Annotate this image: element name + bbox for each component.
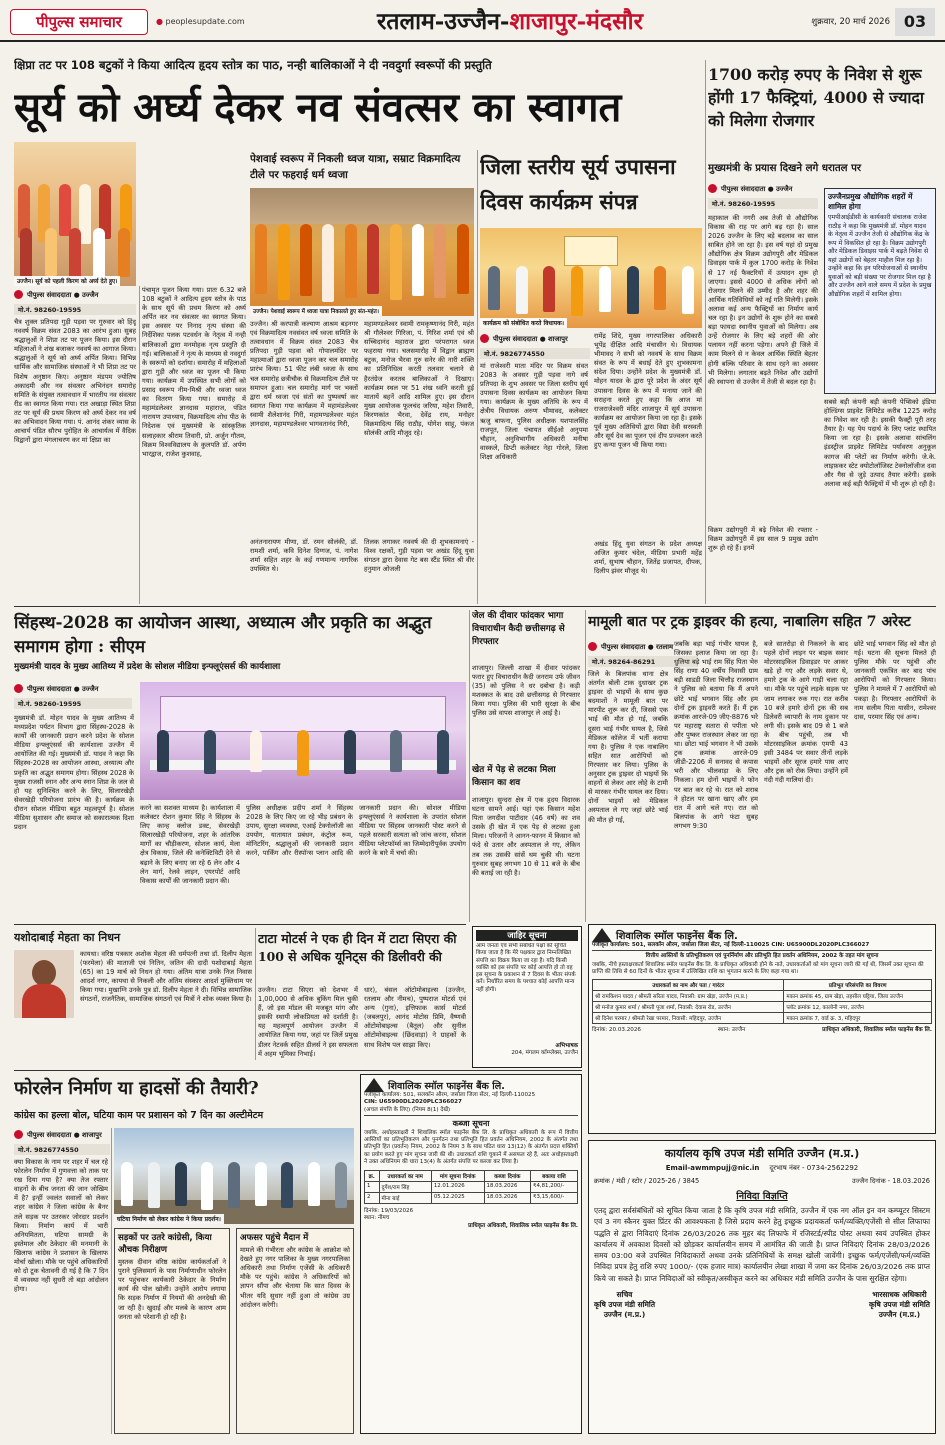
invest-box-text: एमपीआईडीसी के कार्यकारी संचालक राजेश राठौड़ ने कहा कि मुख्यमंत्री डॉ. मोहन यादव के नेतृत्व में उज्जैन तेजी से औद्योगिक केंद्र के रूप में विकसित हो रहा है। विक्रम उद्योगपुरी और मेडिकल डिवाइस पार्क में बढ़ते निवेश से यहां उद्योगों को बेहतर माहौल मिल रहा है। उन्होंने कहा कि इन परियोजनाओं से स्थानीय युवाओं को बड़ी संख्या पर रोजगार मिल रहा है और उज्जैन आने वाले समय में प्रदेश के प्रमुख औद्योगिक शहरों में शामिल होगा। (828, 213, 932, 299)
simhastha-col-3: पुलिस अधीक्षक प्रदीप शर्मा ने सिंहस्थ 2028 के लिए किए जा रहे भीड़ प्रबंधन के उपाय, सुरक्षा व्यवस्था, एआई टेक्नोलॉजी का उपयोग, यातायात प्रबंधन, कंट्रोल रूम, मॉनिटरिंग, श्रद्धालुओं की जानकारी प्रदान करने, पार्किंग और रीस्पॉन्स प्लान आदि की जानकारी प्रदान की। सोशल मीडिया इन्फ्लुएंसर्स ने कार्यशाला के उपरांत सोशल मीडिया पर सिंहस्थ जानकारी पोस्ट करने से पहले सरकारी सत्यता को जांच करना, सोशल मीडिया प्लेटफॉर्म्स का जिम्मेदारीपूर्वक उपयोग करने के बारे में चर्चा की। (246, 804, 466, 858)
mandi-ref: क्रमांक / मंडी / स्टोर / 2025-26 / 3845 (594, 1177, 700, 1185)
surya-headline: जिला स्तरीय सूर्य उपासना दिवस कार्यक्रम संपन्न (480, 154, 676, 214)
lead-byline: पीपुल्स संवाददाता ● उज्जैन (14, 290, 136, 299)
invest-byline: पीपुल्स संवाददाता ● उज्जैन (708, 184, 828, 193)
invest-col-2: सबसे बड़ी कंपनी बड़ी कंपनी पेप्सिको इंडिया होल्डिंग्स प्राइवेट लिमिटेड करीब 1225 करोड़ का निवेश कर रही है। इसकी फैक्ट्री पूरी तरह तैयार है। यह पेय पदार्थ के लिए प्लांट स्थापित किया जा रहा है। इसके अलावा सांचलिंग इंडस्ट्रीज प्राइवेट लिमिटेड पर्यावरण अनुकूल कागज की प्लेटों का निर्माण करेगी। जे.के. लाइफ़कर स्टेट क्योटोलॉजिस्ट टेक्नोलॉजीज दवा और गैस से जुड़े उत्पाद तैयार करेगी। इसके अलावा कई बड़ी फैक्ट्रियों में भी शुरू हो रही है। (824, 398, 936, 488)
shivalik-bottom-cin: CIN: U65900DL2020PLC366027 (364, 1099, 462, 1106)
tata-col-1: उज्जैन। टाटा सिएरा को देशभर में 1,00,000 से अधिक बुकिंग मिल चुकी हैं, जो इस मॉडल की मजबूत मांग और इसकी स्थायी लोकप्रियता को दर्शाती है। यह महत्वपूर्ण आयोजन उज्जैन में आयोजित किया गया, जहां पर जिलें प्रमुख डीलर नेटवर्क सहित डीलर्स ने इस सफलता में अहम भूमिका निभाई। (258, 986, 358, 1058)
shivalik-top-subtitle: पंजीकृत कार्यालय: 501, सलकॉन औरम, जसोला जिला सेंटर, नई दिल्ली-110025 CIN: U65900DL2020PLC366027 (592, 942, 932, 951)
table-header: बकाया राशि (531, 1171, 578, 1182)
lead-kicker: क्षिप्रा तट पर 108 बटुकों ने किया आदित्य हृदय स्तोत्र का पाठ, नन्ही बालिकाओं ने दी नवदुर्गा स्वरूपों की प्रस्तुति (14, 58, 492, 72)
fourlane-mobile: मो.नं. 9826774550 (14, 1144, 110, 1155)
fourlane-box-1-text: मुस्तक दीवान वरिष्ठ कांग्रेस कार्यकर्ताओं ने पुराने पुलिसमार्ग के पास निर्माणाधीन फोरलेन पर पहुंचकर कार्यकारी ठेकेदार के निर्माण कार्य की पोल खोली। उन्होंने आरोप लगाया कि सड़क निर्माण में नियमों की अनदेखी की जा रही है। खुदाई और मलबे के कारण आम जनता को परेशानी हो रही है। (118, 1258, 226, 1321)
lead-headline: सूर्य को अर्घ्य देकर नव संवत्सर का स्वागत (14, 84, 622, 131)
shivalik-top-place: स्थान: उज्जैन (717, 1027, 746, 1034)
truck-mobile: मो.नं. 98264-86291 (588, 656, 698, 667)
table-header: कब्जा दिनांक (484, 1171, 531, 1182)
lead-photo-caption: उज्जैन। सूर्य को पहली किरण को अर्घ्य देते हुए। (14, 276, 120, 286)
fourlane-photo-caption: घटिया निर्माण को लेकर कांग्रेस ने किया प्रदर्शन। (114, 1214, 224, 1224)
shivalik-bottom-place: स्थान: नीमच (364, 1215, 390, 1222)
truck-col-1: जिले के बिलपांक थाना क्षेत्र अंतर्गत बोली टाक दुधाखर ट्रक ड्राइवर दो भाइयों के साथ कुछ बदमाशों ने मामूली बात पर मारपीट शुरू कर दी, जिससे एक भाई की मौत हो गई, जबकि दूसरा भाई गंभीर घायल है, जिसे मेडिकल कॉलेज में भर्ती कराया गया है। पुलिस ने एक नाबालिग सहित सात आरोपियों को गिरफ्तार कर लिया। पुलिस के अनुसार ट्रक ड्राइवर दो भाइयों कि वाहनों से लेकर आर लोहे के टामी से मारकर गंभीर घायल कर दिया। दोनों भाइयों को मेडिकल अस्पताल ले गए जहां छोटे भाई की मौत हो गई, (588, 670, 668, 824)
surya-mobile: मो.नं. 9826774550 (480, 348, 590, 359)
mandi-notice-title: निविदा विज्ञप्ति (736, 1191, 788, 1202)
fourlane-box-1-title: सड़कों पर उतरे कांग्रेसी, किया औचक निरीक्षण (118, 1233, 212, 1256)
truck-byline: पीपुल्स संवाददाता ● रतलाम (588, 642, 708, 651)
shivalik-bottom-sign: प्राधिकृत अधिकारी, शिवालिक स्मॉल फाइनेंस बैंक लि. (468, 1222, 578, 1229)
invest-box (824, 188, 936, 394)
fourlane-subhead: कांग्रेस का हल्ला बोल, घटिया काम पर प्रशासन को 7 दिन का अल्टीमेटम (14, 1110, 264, 1121)
bank-logo-icon (364, 1078, 384, 1092)
fourlane-box-2 (236, 1228, 354, 1434)
surya-photo (480, 228, 702, 328)
tata-col-2: धार), बंसल ऑटोमोबाइल्स (उज्जैन, रतलाम और नीमच), पुष्पराज मोटर्स एवं अन्य (गुना), इत्तिफाक कार्स मोटर्स (जबलपुर), आनंद मोटोस प्रिमि, वैष्णवी ऑटोमोबाइल्स (बैतूल) और सुनील ऑटोमोबाइल्स (छिंदवाड़ा) ने ग्राहकों के साथ विशेष पल साझा किए। (364, 986, 466, 1049)
mandi-title: कार्यालय कृषि उपज मंडी समिति उज्जैन (म.प्र.) (664, 1147, 860, 1160)
mandi-tender-notice (588, 1140, 936, 1434)
simhastha-photo (140, 682, 466, 800)
jail-headline: जेल की दीवार फांदकर भागा विचाराधीन कैदी छत्तीसगढ़ से गिरफ्तार (472, 611, 565, 647)
obituary-headline: यशोदाबाई मेहता का निधन (14, 931, 121, 944)
table-header: उधारकर्ता का नाम (379, 1171, 431, 1182)
truck-col-4: छोटे भाई भगवान सिंह को मौत हो गई। घटना की सूचना मिलते ही पुलिस मौके पर पहुंची और जानकारी एकत्रित कर बाद पांच आरोपियों को गिरफ्तार किया। पुलिस ने मामले में 7 आरोपियों को पकड़ा है। गिरफ्तार आरोपियों के नाम सलीम पिता यासीन, रामेश्वर दास, परमार सिंह एवं अन्य। (854, 640, 936, 721)
table-row: श्री रामकिशन यादव / श्रीमती सरिता यादव, निवासी: ग्राम खेड़ा, उज्जैन (म.प्र.) मकान क्रमांक 45, ग्राम खेड़ा, तहसील घट्टिया, जिला उज्जैन (593, 991, 932, 1002)
surya-col-1: मां राजेश्वरी माता मंदिर पर विक्रम संवत 2083 के अवसर गुड़ी पड़वा नागे वर्ष प्रतिपदा के शुभ अवसर पर जिला स्तरीय सूर्य उपासना दिवस कार्यक्रम का आयोजन किया गया। कार्यक्रम के मुख्य अतिथि के रूप में क्षेत्रीय विधायक अरुण भीमावद, कलेक्टर ऋजु बाफना, पुलिस अधीक्षक यशपालसिंह राजपूत, जिला पंचायत सीईओ अनुपमा चौहान, अनुविभागीय अधिकारी मनीषा वास्कले, डिप्टी कलेक्टर नेहा गोरले, जिला शिक्षा अधिकारी (480, 362, 588, 461)
lead-photo (14, 142, 136, 286)
truck-col-3: बजे सातरोड़ा से निकलने के बाद पहले दोनों लाइन पर बाइक सवार मोटरसाइकिल डिवाइडर पर आकर खड़े हो गए और लड़के सवार थे, हमारे ट्रक के आगे गाड़ी चला रहा था। मौके पर पहुंचे लड़के सड़क पर जाम लगाकर रुक गए। रात करीब 10 बजे हमारे दोनों ट्रक की सब डिलेवरी व्यापारी के नाम दुकान पर लगी थी। इसके बाद 09 से 1 बजे के बीच पहुंची, तब भी मोटरसाइकिल क्रमांक एमपी 43 इसी 3484 पर सवार तीनों लड़के भाइयों और सूरज हमारे पास आए और ट्रक को रोक लिया। उन्होंने हमें गंदी गंदी गालियां दी। (764, 640, 848, 785)
mandi-date: उज्जैन दिनांक - 18.03.2026 (852, 1177, 930, 1185)
reporter-icon (588, 642, 597, 651)
lead-col-3: उज्जैन। श्री करपात्री कल्याण आश्रम बड़नगर एवं विक्रमादित्य नवसंवत वर्ष ध्वजा समिति के तत्वावधान में विक्रम संवत 2083 चैत्र प्रतिपदा गुड़ी पड़वा को गोपालमंदिर पर महात्माओं द्वारा ध्वजा पूजन कर चल समारोह प्रारंभ किया। 51 फीट लंबी ध्वजा के साथ चल समारोह छत्रीचौक से विक्रमादित्य टीले पर समापन हुआ। चल समारोह मार्ग पर भक्तों द्वारा धर्म ध्वजा एवं संतों का पुष्पवर्षा कर स्वागत किया गया कार्यक्रम में महामंडलेश्वर स्वामी शैलेशानंद गिरी, महामण्डलेश्वर महंत ज्ञानदास, महामण्डलेश्वर भागवतानंद गिरी, (250, 320, 358, 429)
table-header: मांग सूचना दिनांक (431, 1171, 484, 1182)
surya-col-2: रामेंद्र शिंदे, मुख्य नगरपालिका अधिकारी भूपेंद्र दीक्षित आदि मंचासीन थे। विधायक भीमावद ने सभी को नववर्ष के साथ विक्रम संवत के रूप में बधाई देते हुए शुभकामना संदेश दिया। उन्होंने प्रदेश के मुख्यमंत्री डॉ. मोहन यादव के द्वारा पूरे प्रदेश के अंदर सूर्य उपासना दिवस के रूप में मनाया जाने की सराहना करते हुए कहा कि आज मां राजराजेश्वरी मंदिर शाजापुर में सूर्य उपासना कार्यक्रम का आयोजन किया जा रहा है। इसके पूर्व मुख्य अतिथियों द्वारा विद्या देवी सरस्वती और सूर्य देव का पूजन एवं दीप प्रज्वलन करते हुए कन्या पूजन भी किया गया। (594, 332, 702, 450)
fourlane-headline: फोरलेन निर्माण या हादसों की तैयारी? (14, 1078, 259, 1099)
lead-col-4b: तिलक लगाकर नववर्ष की दी शुभकामनाएं - विश्व रक्षकों, गुड़ी पड़वा पर अखंड हिंदू युवा संगठन द्वारा देवास गेट बस स्टैंड स्थित श्री वीर हनुमान ओजली (364, 538, 474, 574)
simhastha-col-2: करने का सशक्त माध्यम है। कार्यशाला में कलेक्टर रोशन कुमार सिंह ने सिंहस्थ के लिए कान्ह क्लोज डक्ट, सेवरखेड़ी सिलारखेड़ी परियोजना, शहर के आंतरिक मार्गों का चौड़ीकरण, सोशल कार्य, मेला क्षेत्र विकास, जिले की कनेक्टिविटी देने से बढ़ाने के लिए बनाए जा रहे 6 लेन और 4 लेन मार्ग, रेलवे लाइन, एयरपोर्ट आदि विकास कार्यों की जानकारी प्रदान की। (140, 804, 240, 885)
public-notice-address: 204, मंगलम कॉम्प्लेक्स, उज्जैन (511, 1050, 578, 1057)
fourlane-photo (114, 1128, 354, 1224)
simhastha-subhead: मुख्यमंत्री यादव के मुख्य आतिथ्य में प्रदेश के सोशल मीडिया इन्फ्लूएंसर्स की कार्यशाला (14, 662, 281, 672)
fourlane-box-1 (114, 1228, 230, 1434)
page-number: 03 (895, 8, 935, 36)
shivalik-notice-bottom (360, 1074, 582, 1434)
mandi-email[interactable]: Email-awmmpujj@nic.in (665, 1164, 760, 1172)
brand-logo (10, 9, 148, 35)
procession-photo (250, 188, 474, 316)
edition-title: रतलाम-उज्जैन-शाजापुर-मंदसौर (376, 8, 644, 35)
invest-mobile: मो.नं. 98260-19595 (708, 198, 818, 209)
shivalik-bottom-contact: (अचल संपत्ति के लिए) (नियम 8(1) देखें) (364, 1107, 578, 1116)
mandi-signature-left: सचिव कृषि उपज मंडी समिति उज्जैन (म.प्र.) (594, 1289, 656, 1319)
simhastha-byline: पीपुल्स संवाददाता ● उज्जैन (14, 684, 144, 693)
mandi-phone: दूरभाष नंबर - 0734-2562292 (769, 1164, 859, 1172)
shivalik-bottom-subtitle: पंजीकृत कार्यालय: 501, सलकॉन औरम, जसोला जिला सेंटर, नई दिल्ली-110025 (364, 1092, 536, 1098)
bank-logo-icon (592, 928, 612, 942)
surya-col-2b: अखंड हिंदू युवा संगठन के प्रदेश अध्यक्ष अजित कुमार चंदेल, मीडिया प्रभारी महेंद्र शर्मा, सुभाष चौहान, जितेंद्र प्रजापत, दीपक, दिलीप झंवर मौजूद थे। (594, 540, 702, 576)
table-header: क्र. (365, 1171, 380, 1182)
lead-sub-kicker: पेशवाई स्वरूप में निकली ध्वज यात्रा, सम्राट विक्रमादित्य टीले पर फहराई धर्म ध्वजा (250, 153, 461, 181)
reporter-icon (14, 290, 23, 299)
brand-name: पीपुल्स समाचार (36, 13, 122, 31)
shivalik-bottom-title: शिवालिक स्मॉल फाइनेंस बैंक लि. (388, 1080, 505, 1092)
simhastha-headline: सिंहस्थ-2028 का आयोजन आस्था, अध्यात्म और प्रकृति का अद्भुत समागम होगा : सीएम (14, 612, 432, 657)
fourlane-box-2-title: अफसर पहुंचे मैदान में (240, 1233, 309, 1243)
table-header: प्रतिभूत परिसंपत्ति का विवरण (784, 980, 932, 991)
reporter-icon (14, 1130, 23, 1139)
lead-col-3b: अनंतनारायण मीणा, डॉ. रमन सोलंकी, डॉ. रामशी शर्मा, कवि दिनेश दिग्गज, पं. नागेश शर्मा सहित शहर के कई गणमान्य नागरिक उपस्थित थे। (250, 538, 358, 574)
invest-col-1b: विक्रम उद्योगपुरी में बढ़े निवेश की रफ्तार - विक्रम उद्योगपुरी में इस साल 9 प्रमुख उद्योग शुरू हो रहे हैं। इनमें (708, 526, 818, 553)
shivalik-bottom-date: दिनांक: 19/03/2026 (364, 1208, 414, 1215)
mandi-notice-text: एतद् द्वारा सर्वसंबंधितों को सूचित किया जाता है कि कृषि उपज मंडी समिति, उज्जैन में एक नग ऑल इन वन कम्प्यूटर सिस्टम एवं 3 नग स्कैनर युक्त प्रिंटर की आवश्यकता है जिसे प्रदाय करने हेतु इच्छुक प्रदायकर्ता फर्म/व्यक्ति/एजेंसी से सील लिफाफा पद्धति से द्वारा निविदाएं दिनांक 26/03/2026 तक मुहर बंद लिफाफे में रजिस्टर्ड/स्पीड पोस्ट अथवा स्वयं उपस्थित होकर कार्यालय में अवकाश दिवसों को छोड़कर कार्यालयीन समय में आमंत्रित की जाती है। प्राप्त निविदाएं दिनांक 28/03/2026 समय 03:00 बजे उपस्थित निविदाकारों अथवा उनके प्रतिनिधियों के समक्ष खोली जावेंगी। इच्छुक फर्म/एजेंसी/फर्म/व्यक्ति निविदा प्रपत्र हेतु राशि रुपए 1000/- (एक हजार मात्र) कार्यालयीन लेखा शाखा में जमा कर दिनांक 26/03/2026 तक प्राप्त किये जा सकते है। प्राप्त निविदाओं को स्वीकृत/अस्वीकृत करने का अधिकार मंडी समिति उज्जैन के पास सुरक्षित रहेगा। (594, 1206, 930, 1283)
truck-headline: मामूली बात पर ट्रक ड्राइवर की हत्या, नाबालिग सहित 7 अरेस्ट (588, 614, 911, 630)
shivalik-top-date: दिनांक: 20.03.2026 (592, 1027, 641, 1034)
table-row: 2 मीना बाई 05.12.2025 18.03.2026 ₹3,15,600/- (365, 1193, 578, 1204)
masthead (0, 0, 945, 42)
table-row: श्री मनोज कुमार शर्मा / श्रीमती पूजा शर्मा, निवासी: देवास रोड, उज्जैन प्लॉट क्रमांक 12, कालोनी नगर, उज्जैन (593, 1002, 932, 1013)
lead-col-4: महामण्डलेश्वर स्वामी रामकृष्णानंद गिरी, महंत श्री गौलेश्वर गिरिजा, पं. गिरिश शर्मा एवं श्री सच्चिदानंद महाराज द्वारा परंपरागत ध्वज फहराया गया। चलसमारोह में विद्वान ब्राह्मण बटुक, मनोज भैरवा गुरु सनेर की नारी शक्ति का प्रतिनिधित्व करती तलवार चलाने से हैरतंग्रेज करतब बालिकाओं ने दिखाए। कार्यक्रम स्थल पर 51 शंख ध्वनि करती हुई मातायें बहनें आदि शामिल हुए। इस दौरान मुख्य आयोजक फूलचंद जरिया, महेश तिवारी, किरणकांत भैरवा, देवेंद्र राय, मनोहर विक्रमादित्य सिंह राठौड़, योगेश साहू, पंकज सोलंकी आदि मौजूद रहे। (364, 320, 474, 438)
truck-col-2: जबकि बड़ा भाई गंभीर घायल है, जिसका इलाज किया जा रहा है। धुलिया बढ़े भाई राम सिंह पिता भेरु सिंह राणा 40 वर्षीय निवासी ग्राम बड़ी साडडी जिला चित्तौड़ राजस्थान ने पुलिस को बताया कि मैं अपने छोटे भाई भगवान सिंह और हम दोनों ट्रक ड्राइवरी करते हैं। मैं ट्रक क्रमांक आरजे-09 जीए-8876 भरे पर महाराष्ट्र सतारा से पपीता भरे और पुष्कर राजस्थान लेकर जा रहा था। छोटा भाई भगवान ने भी उसके ट्रक क्रमांक आरजे-09 जीडी-2206 में सनावद से कपास भरी और भीलवाड़ा के लिए निकला। हम दोनों भाइयों ने फोन पर बात कर रहे थे। रात को शराब ने होटल पर खाना खाए और हम रात में आगे चले गए। रात को बिलपांक के आगे फंटा सुबह लगभग 9:30 (674, 640, 758, 830)
fourlane-box-2-text: मामले की गंभीरता और कांग्रेस के आक्रोश को देखते हुए नगर पालिका के मुख्य नगरपालिका अधिकारी तथा निर्माण एजेंसी के अधिकारी मौके पर पहुंचे। कांग्रेस ने अधिकारियों को ज्ञापन सौंपा और चेताया कि सात दिवस के भीतर यदि सुधार नहीं हुआ तो कांग्रेस उग्र आंदोलन करेगी। (240, 1246, 350, 1309)
issue-date: शुक्रवार, 20 मार्च 2026 (811, 17, 890, 27)
shivalik-notice-top (588, 924, 936, 1134)
globe-icon: ● (156, 17, 163, 26)
simhastha-col-1: मुख्यमंत्री डॉ. मोहन यादव के मुख्य आतिथ्य में मध्यप्रदेश पर्यटन विभाग द्वारा सिंहस्थ-2028 के कार्यों की जानकारी प्रदान करने प्रदेश के सोशल मीडिया इन्फ्लूएंसर्स की कार्यशाला उज्जैन में आयोजित की गई। मुख्यमंत्री डॉ. यादव ने कहा कि सिंहस्थ-2028 का आयोजन आस्था, अध्यात्म और प्रकृति का अद्भुत समागम होगा। सिंहस्थ 2028 के मुख्य राजसी स्नान और अन्य स्नान शिप्रा के जल से हो यह सुनिश्चित करने के लिए, सिलारखेड़ी सेवरखेड़ी परियोजना प्रारंभ की है। कार्यक्रम के दौरान सोशल मीडिया बहुत महत्वपूर्ण है। सोशल मीडिया सुशासन और समाज को सकारात्मक दिशा प्रदान (14, 714, 134, 832)
invest-col-1: महाकाल की नगरी अब तेजी से औद्योगिक विकास की राह पर आगे बढ़ रहा है। साल 2026 उज्जैन के लिए बड़े बदलाव का साल साबित होने जा रहा है। इस वर्ष यहां दो प्रमुख औद्योगिक क्षेत्र विक्रम उद्योगपुरी और मेडिकल डिवाइस पार्क में कुल 1700 करोड़ के निवेश से 17 नई फैक्टरियों में उत्पादन शुरू हो जाएगा। इससे 4000 से अधिक लोगों को रोजगार मिलने की उम्मीद है और शहर की आर्थिक गतिविधियों को नई गति मिलेगी। इसके अलावा कई अन्य फैक्ट्रियों का निर्माण कार्य चल रहा है। इन उद्योगों के शुरू होने का सबसे बड़ा फायदा स्थानीय युवाओं को मिलेगा। अब उन्हें रोजगार के लिए बड़े शहरों की ओर पलायन नहीं करना पड़ेगा। अपने ही जिले में काम मिलने से न केवल आर्थिक स्थिति बेहतर होगी बल्कि परिवार के साथ रहने का अवसर भी मिलेगा। लगातार बढ़ते निवेश और उद्योगों की स्थापना से उज्जैन में तेजी से बदल रहा है। (708, 214, 818, 386)
shivalik-top-notice-title: वित्तीय आस्तियों के प्रतिभूतिकरण एवं पुनर्निर्माण और प्रतिभूति हित प्रवर्तन अधिनियम, 2002 के तहत मांग सूचना (645, 953, 879, 960)
public-notice-signer: अभिभाषक (555, 1043, 578, 1049)
lead-col-2: पंचामृत पूजन किया गया। प्रातः 6.32 बजे 108 बटुकों ने आदित्य हृदय स्तोत्र के पाठ के साथ सूर्य की प्रथम किरण को अर्घ्य अर्पित कर नव संवत्सर का स्वागत किया। इस अवसर पर निनाद नृत्य संस्था की निर्देशिका पलक पटवर्धन के नेतृत्व में नन्ही बालिकाओं द्वारा मनमोहक नृत्य प्रस्तुति दी गई। बालिकाओं ने नृत्य के माध्यम से नवदुर्गा के स्वरूपों को दर्शाया। समारोह में महिलाओं द्वारा गुड़ी और ध्वज का पूजन भी किया गया। कार्यक्रम में उपस्थित सभी लोगों को प्रसाद स्वरूप नीम-मिश्री और ध्वजा ध्वज का वितरण किया गया। समारोह में महामंडलेश्वर ज्ञानदास महाराज, पंडित नारायण उपाध्याय, विक्रमादित्य शोध पीठ के निदेशक एवं मुख्यमंत्री के सांस्कृतिक सलाहकार श्रीराम तिवारी, प्रो. अर्जुन गौतम, विक्रम विश्वविद्यालय के कुलपति डॉ. अर्पण भारद्वाज, राजेश कुशवाह, (142, 286, 246, 458)
invest-box-title: उज्जैनप्रमुख औद्योगिक शहरों में शामिल होगा (828, 192, 913, 211)
reporter-icon (708, 184, 717, 193)
shivalik-bottom-notice-title: कब्जा सूचना (452, 1118, 490, 1128)
shivalik-bottom-table (364, 1170, 578, 1204)
obituary-photo (14, 950, 74, 1018)
table-row: 1 दुर्गेश/राम सिंह 12.01.2026 18.03.2026 ₹4,81,200/- (365, 1182, 578, 1193)
website-link[interactable]: ● peoplesupdate.com (156, 17, 245, 26)
lead-col-1: चैत्र शुक्ल प्रतिपदा गुड़ी पड़वा पर गुरुवार को हिंदू नववर्ष विक्रम संवत 2083 का आरंभ हुआ। सुबह श्रद्धालुओं ने शिप्रा तट पर पूजन किया। इस दौरान महिलाओं ने शंख बजाकर नववर्ष का आगाज किया। श्रद्धालुओं ने सूर्य को अर्घ्य अर्पित किया। विभिन्न धार्मिक और सामाजिक संस्थाओं ने भी शिप्रा तट पर विशेष अनुष्ठान किए। अनुष्ठान मंडपम ज्योतिष अकादमी और नव संवत्सर अभिनंदन समारोह समिति के संयुक्त तत्वावधान में भारतीय नव संवत्सर रीड का स्वागत किया गया। रात अखाड़ा स्थित शिप्रा तट पर सूर्य की प्रथम किरण को अर्घ्य देकर नव वर्ष का अभिवादन किया गया। पं. आनंद शंकर व्यास के आचार्य पंडित सौरभ पुरोहित के आचार्यत्व में वैदिक विद्वानों द्वारा मंगलाचरण कर मां क्षिप्रा का (14, 318, 136, 445)
reporter-icon (480, 334, 489, 343)
invest-headline: 1700 करोड़ रुपए के निवेश से शुरू होंगी 17 फैक्ट्रियां, 4000 से ज्यादा को मिलेगा रोजगार (708, 65, 924, 130)
invest-subhead: मुख्यमंत्री के प्रयास दिखने लगे धरातल पर (708, 163, 862, 174)
shivalik-top-table (592, 979, 932, 1024)
public-notice-text: आम जनता एवं सभी संबंधित पक्षों को सूचित किया जाता है कि मेरे पक्षकार द्वारा निम्नलिखित संपत्ति का विक्रय किया जा रहा है। यदि किसी व्यक्ति को इस संपत्ति पर कोई आपत्ति हो तो वह इस सूचना के प्रकाशन से 7 दिवस के भीतर संपर्क करें। निर्धारित समय के पश्चात कोई आपत्ति मान्य नहीं होगी। (476, 943, 576, 993)
shivalik-top-notice-text: जबकि, नीचे हस्ताक्षरकर्ता शिवालिक स्मॉल फाइनेंस बैंक लि. के प्राधिकृत अधिकारी होने के नाते, उधारकर्ताओं को मांग सूचना जारी की गई थी, जिसमें उक्त सूचना की प्राप्ति की तिथि से 60 दिनों के भीतर सूचना में उल्लिखित राशि का भुगतान करने के लिए कहा गया था। (592, 961, 924, 975)
fourlane-byline: पीपुल्स संवाददाता ● शाजापुर (14, 1130, 110, 1139)
fourlane-col-1: क्या विकास के नाम पर शहर में चल रहे फोरलेन निर्माण में गुणवत्ता को ताक पर रख दिया गया है? क्या तेज रफ्तार वाहनों के बीच जनता की जान जोखिम में है? इन्हीं ज्वलंत सवालों को लेकर शहर कांग्रेस ने जिला कांग्रेस के बैनर तले सड़क पर उतरकर जोरदार प्रदर्शन किया। निर्माण कार्य में भारी अनियमितता, घटिया सामग्री के इस्तेमाल और ठेकेदार की मनमानी के खिलाफ कांग्रेस ने प्रशासन के खिलाफ मोर्चा खोला। मौके पर पहुंचे अधिकारियों को दो टूक चेतावनी दी गई है कि 7 दिन में व्यवस्था नहीं सुधरी तो बड़ा आंदोलन होगा। (14, 1158, 108, 1294)
tata-headline: टाटा मोटर्स ने एक ही दिन में टाटा सिएरा की 100 से अधिक यूनिट्स की डिलीवरी की (258, 931, 457, 964)
farmer-text: शाजापुर। सुन्दरा क्षेत्र में एक हृदय विदारक घटना सामने आई। यहां एक किसान महेश पिता जगदीश पाटीदार (46 वर्ष) का शव उसके ही खेत में एक पेड़ से लटका हुआ मिला। परिजनों ने आनन-फानन में किसान को फंदे से उतार और अस्पताल ले गए, लेकिन तब तक उसकी सांसें थम चुकी थी। घटना गुरुवार सुबह लगभग 10 से 11 बजे के बीच की बताई जा रही है। (472, 796, 580, 877)
surya-byline: पीपुल्स संवाददाता ● शाजापुर (480, 334, 600, 343)
table-row: श्री दिनेश परमार / श्रीमती रेखा परमार, निवासी: महिदपुर, उज्जैन मकान क्रमांक 7, वार्ड क्र. 3, महिदपुर (593, 1013, 932, 1024)
reporter-icon (14, 684, 23, 693)
farmer-headline: खेत में पेड़ से लटका मिला किसान का शव (472, 765, 556, 788)
mandi-signature-right: भारसाधक अधिकारी कृषि उपज मंडी समिति उज्जैन (म.प्र.) (868, 1289, 930, 1319)
public-notice (472, 926, 582, 1068)
shivalik-top-sign: प्राधिकृत अधिकारी, शिवालिक स्मॉल फाइनेंस बैंक लि. (822, 1027, 932, 1034)
shivalik-bottom-notice-text: जबकि, अधोहस्ताक्षरी ने शिवालिक स्मॉल फाइनेंस बैंक लि. के प्राधिकृत अधिकारी के रूप में वित्तीय आस्तियों का प्रतिभूतिकरण और पुनर्गठन तथा प्रतिभूति हित प्रवर्तन अधिनियम, 2002 के अंतर्गत तथा प्रतिभूति हित (प्रवर्तन) नियम, 2002 के नियम 3 के साथ पठित धारा 13(12) के अंतर्गत प्रदत्त शक्तियों का प्रयोग करते हुए मांग सूचना जारी की थी। उधारकर्ता राशि चुकाने में असफल रहे हैं, अतः अधोहस्ताक्षरी ने उक्त अधिनियम की धारा 13(4) के अंतर्गत संपत्ति पर कब्जा कर लिया है। (364, 1129, 578, 1165)
public-notice-title: जाहिर सूचना (476, 930, 578, 941)
table-header: उधारकर्ता का नाम और पता / गारंटर (593, 980, 784, 991)
obituary-text: कायथा। वरिष्ठ पत्रकार अशोक मेहता की धर्मपत्नी तथा डॉ. दिलीप मेहता (फरमेला) की माताजी एवं नितिन, जतिन की दादी यशोदाबाई मेहता (65) का 19 मार्च को निधन हो गया। अंतिम यात्रा उनके निज निवास आदर्श नगर, कायथा से निकली और अंतिम संस्कार आदर्श मुक्तिधाम पर किया गया। मुखाग्नि उनके पुत्र डॉ. दिलीप मेहता ने दी। विभिन्न सामाजिक संगठनों, राजनैतिक, सामाजिक संगठनों एवं मित्रों ने शोक व्यक्त किया है। (80, 950, 252, 1004)
surya-photo-caption: कार्यक्रम को संबोधित करते विधायक। (480, 318, 567, 328)
jail-text: शाजापुर। जिल्ली शाखा में दीवार फांदकर फरार हुए विचाराधीन कैदी जनराम उर्फ जीवन (35) को पुलिस ने धर दबोचा है। कड़ी मशक्कत के बाद उसे छत्तीसगढ़ से गिरफ्तार किया गया। पुलिस की भारी सुरक्षा के बीच पुलिस उसे वापस शाजापुर ले आई है। (472, 664, 580, 718)
simhastha-mobile: मो.नं. 98260-19595 (14, 698, 132, 709)
shivalik-top-title: शिवालिक स्मॉल फाइनेंस बैंक लि. (616, 931, 738, 942)
lead-mobile: मो.नं. 98260-19595 (14, 304, 136, 315)
procession-photo-caption: उज्जैन। पेशवाई स्वरूप में ध्वजा यात्रा निकालते हुए संत-महंत। (250, 306, 382, 316)
